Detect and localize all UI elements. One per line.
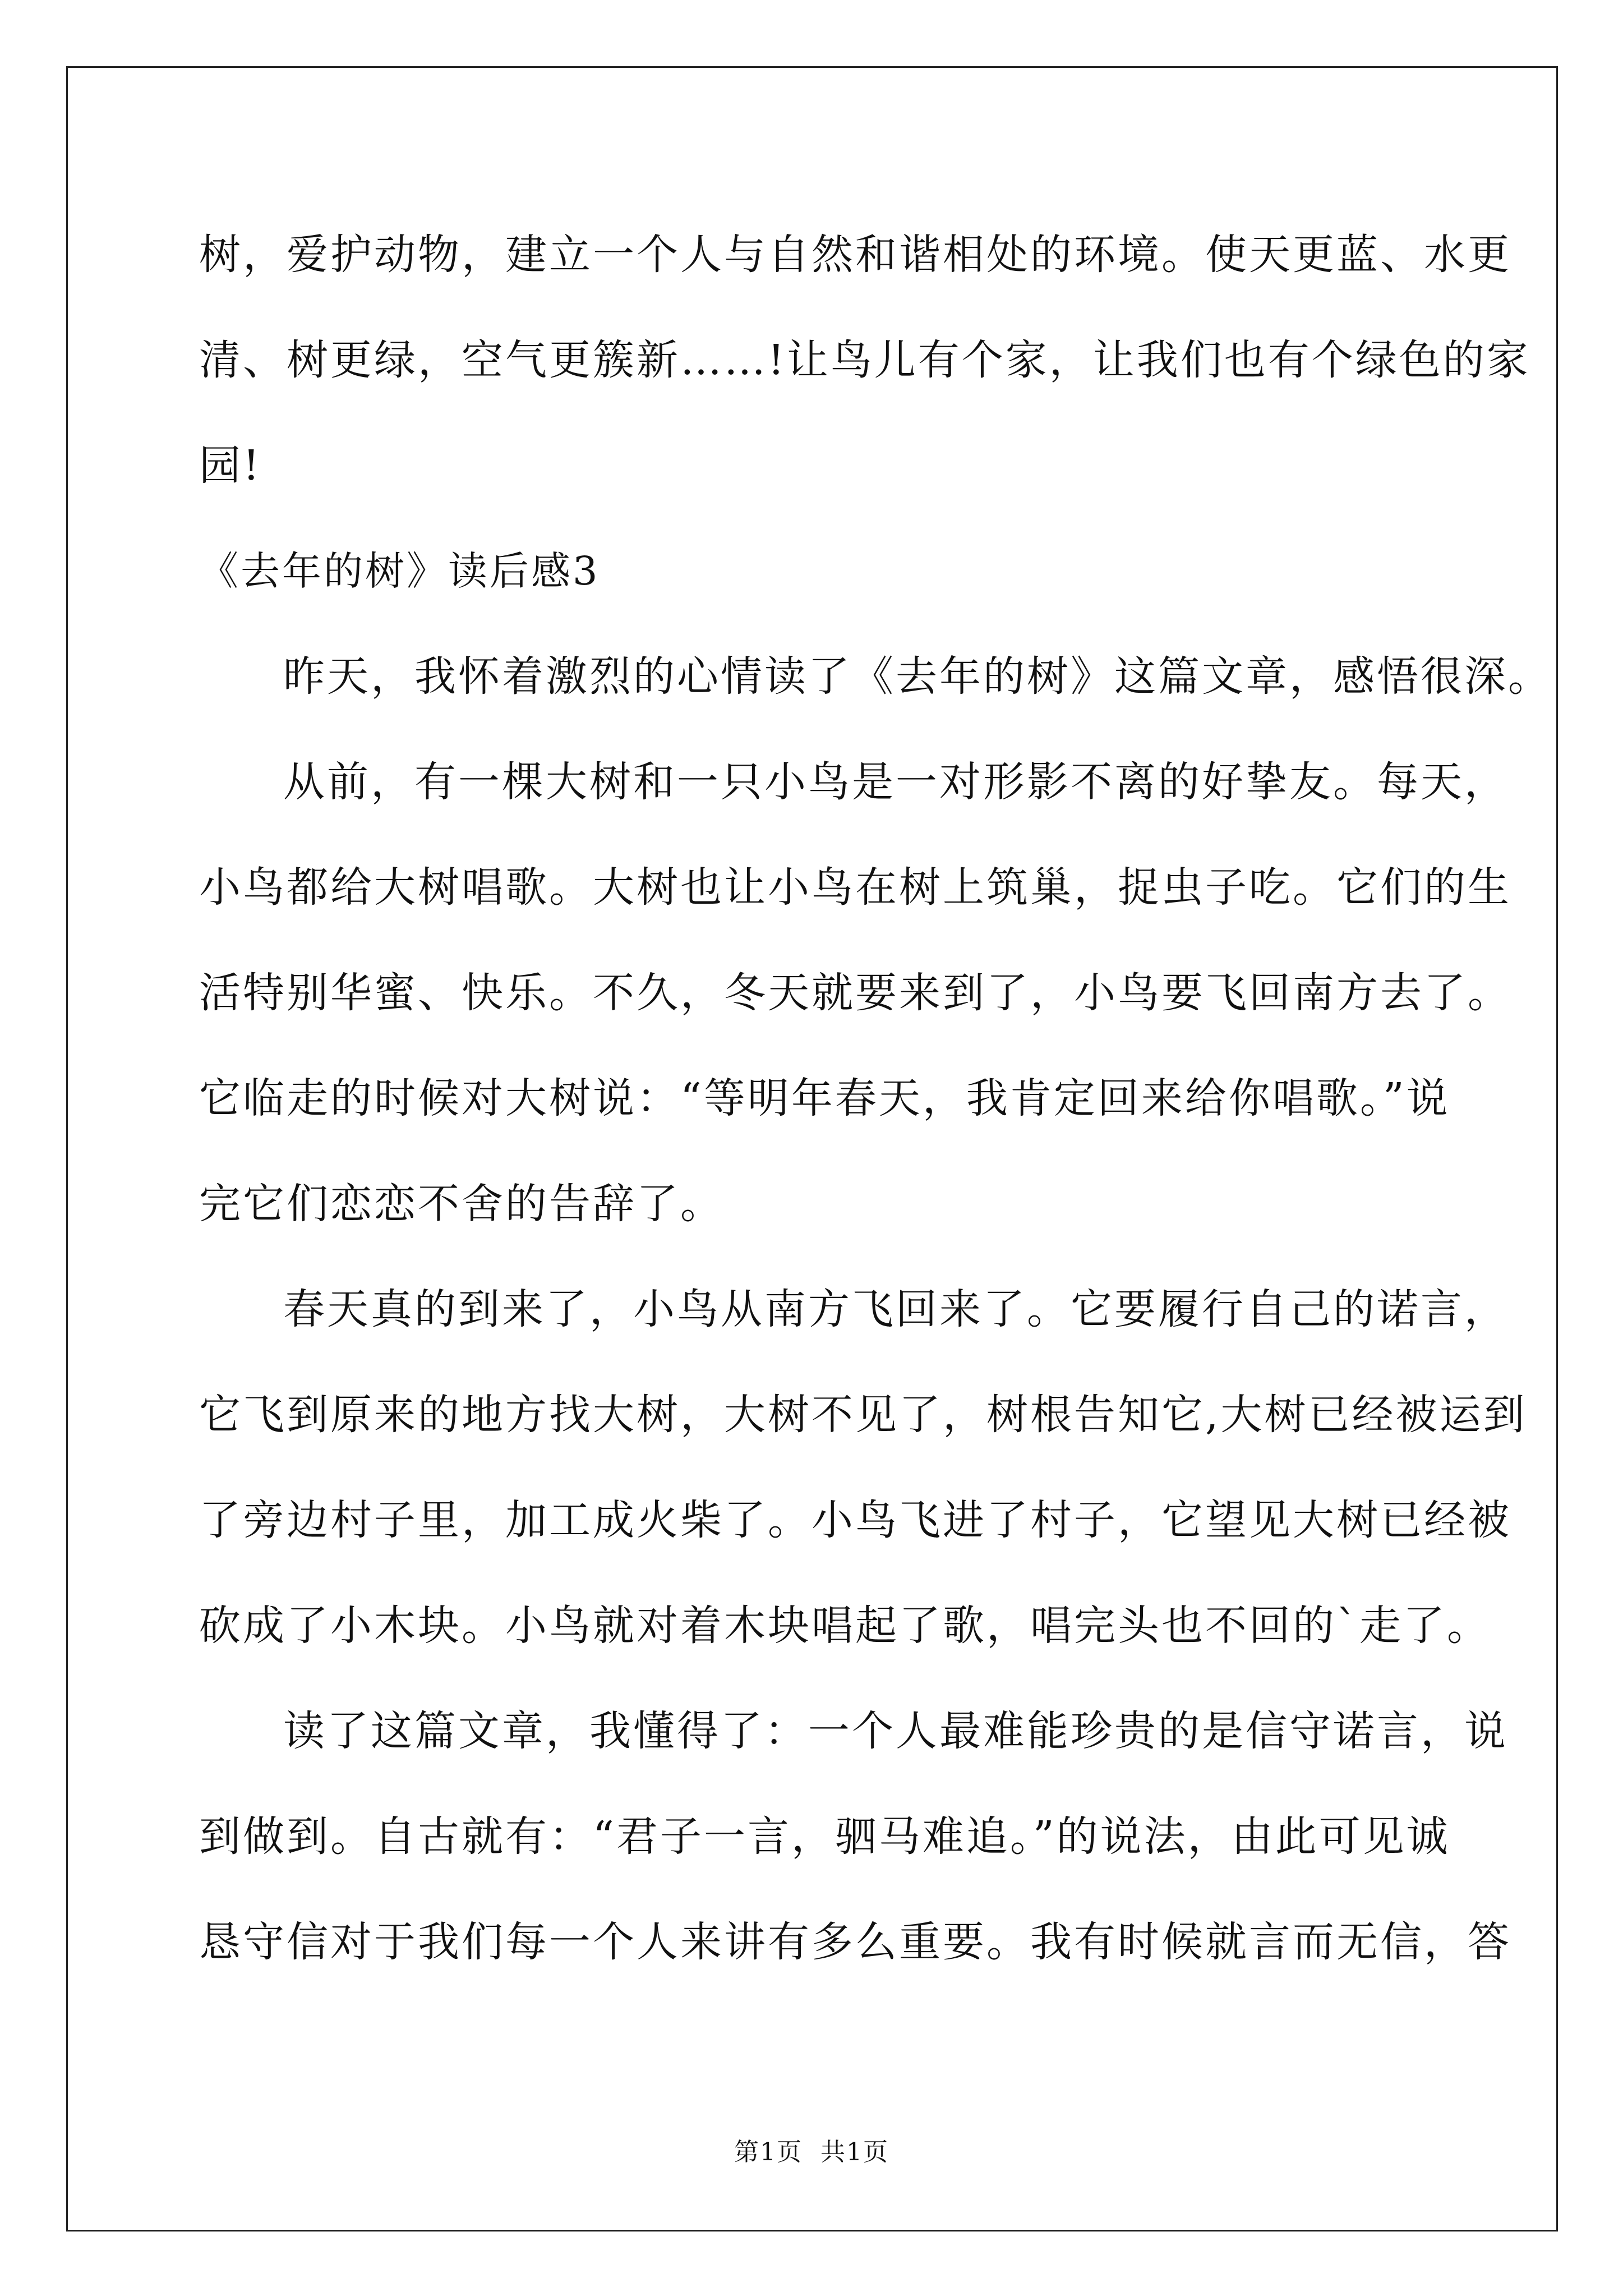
text-line: 了旁边村子里，加工成火柴了。小鸟飞进了村子，它望见大树已经被 [199, 1496, 1511, 1544]
page-footer [0, 2132, 1623, 2168]
page-total: 共1页 [820, 2138, 889, 2166]
text-line: 它飞到原来的地方找大树，大树不见了，树根告知它,大树已经被运到 [199, 1391, 1527, 1439]
text-line: 它临走的时候对大树说：“等明年春天，我肯定回来给你唱歌。”说 [199, 1074, 1450, 1122]
text-line: 砍成了小木块。小鸟就对着木块唱起了歌，唱完头也不回的`走了。 [199, 1602, 1491, 1650]
section-heading: 《去年的树》读后感3 [199, 548, 600, 594]
paragraph-first-line: 昨天，我怀着激烈的心情读了《去年的树》这篇文章，感悟很深。 [283, 652, 1552, 701]
paragraph-first-line: 春天真的到来了，小鸟从南方飞回来了。它要履行自己的诺言， [283, 1285, 1508, 1333]
paragraph-first-line: 从前，有一棵大树和一只小鸟是一对形影不离的好挚友。每天， [283, 758, 1508, 806]
text-line: 完它们恋恋不舍的告辞了。 [199, 1180, 724, 1228]
paragraph-first-line: 读了这篇文章，我懂得了：一个人最难能珍贵的是信守诺言，说 [283, 1707, 1508, 1755]
page-number: 第1页 [734, 2138, 803, 2166]
text-line: 园! [199, 441, 262, 490]
text-line: 到做到。自古就有：“君子一言，驷马难追。”的说法，由此可见诚 [199, 1812, 1450, 1861]
text-line: 树，爱护动物，建立一个人与自然和谐相处的环境。使天更蓝、水更 [199, 231, 1511, 279]
text-line: 活特别华蜜、快乐。不久，冬天就要来到了，小鸟要飞回南方去了。 [199, 969, 1511, 1017]
document-body [199, 202, 1552, 1995]
text-line: 恳守信对于我们每一个人来讲有多么重要。我有时候就言而无信，答 [199, 1918, 1511, 1966]
text-line: 清、树更绿，空气更簇新……!让鸟儿有个家，让我们也有个绿色的家 [199, 336, 1530, 384]
text-line: 小鸟都给大树唱歌。大树也让小鸟在树上筑巢，捉虫子吃。它们的生 [199, 863, 1511, 912]
